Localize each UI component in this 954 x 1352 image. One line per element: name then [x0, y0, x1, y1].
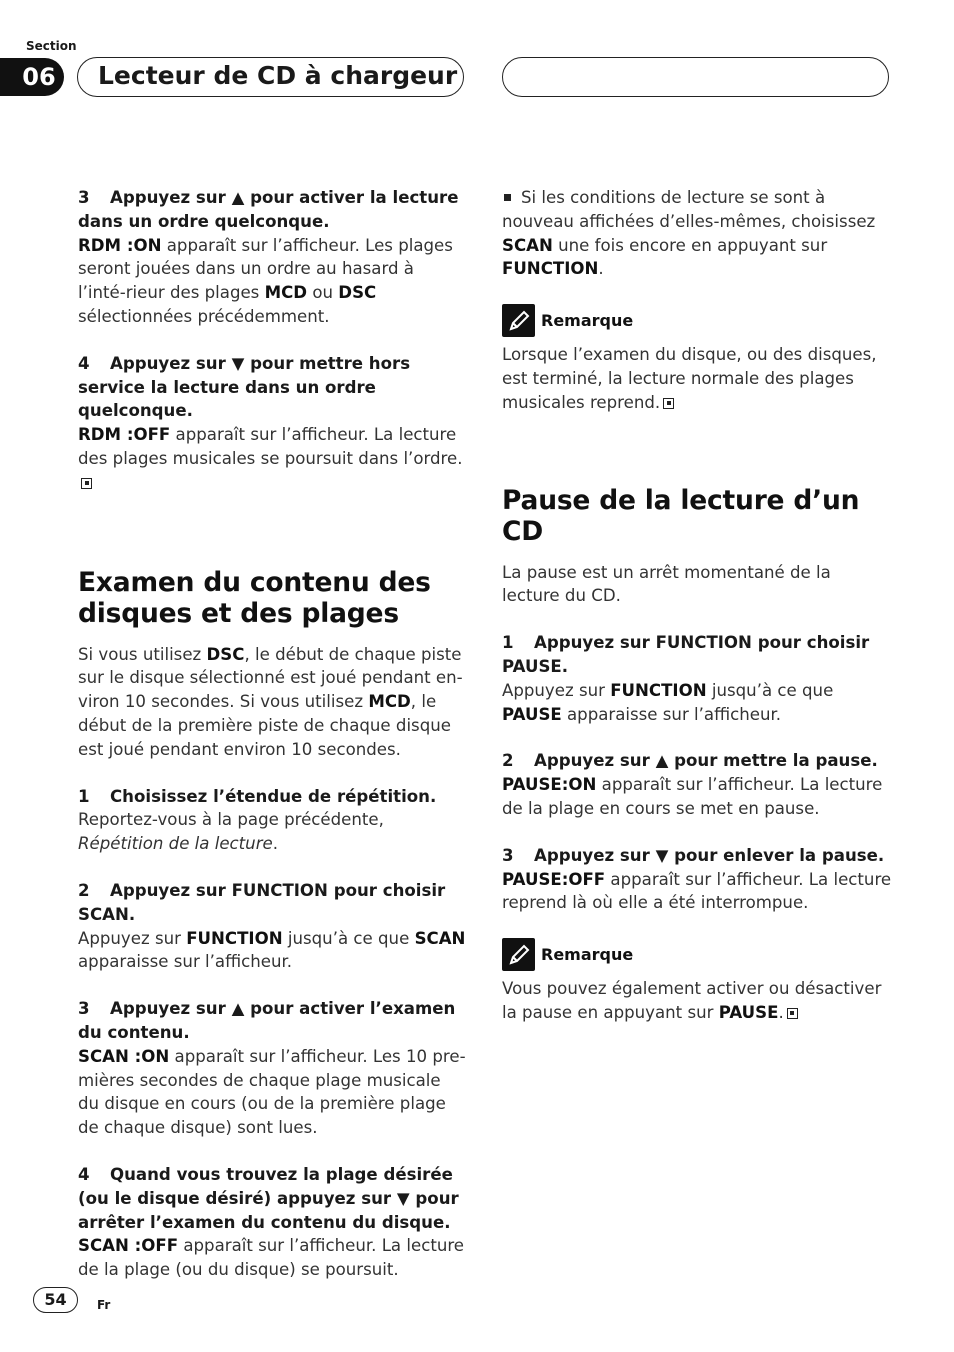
bullet-note	[502, 186, 892, 281]
random-off-step	[78, 352, 466, 495]
note-text	[502, 343, 892, 414]
body-text: Appuyez sur	[78, 928, 187, 948]
step-body	[78, 1234, 466, 1282]
step-text: Choisissez l’étendue de répétition.	[110, 786, 437, 806]
up-arrow-icon: ▲	[655, 751, 669, 771]
step-body	[78, 808, 466, 856]
body-text: apparaisse sur l’afficheur.	[561, 704, 782, 724]
end-mark-icon	[81, 478, 92, 489]
body-text: jusqu’à ce que	[282, 928, 415, 948]
pause-step-2	[502, 749, 892, 820]
scan-heading: Examen du contenu des disques et des plages	[78, 566, 431, 629]
step-number: 2	[78, 880, 90, 900]
pause-heading: Pause de la lecture d’un CD	[502, 484, 860, 547]
step-body	[502, 679, 892, 727]
pause-intro: La pause est un arrêt momentané de la lecture du CD.	[502, 562, 831, 606]
display-text: SCAN :ON	[78, 1046, 170, 1066]
step-number: 2	[502, 751, 514, 771]
scan-step-2	[78, 879, 466, 974]
step-heading	[502, 844, 892, 868]
note-header	[502, 938, 892, 971]
display-text: SCAN	[414, 928, 466, 948]
body-text: apparaît sur l’afficheur. La lecture de la plage en cours se met en pause.	[502, 775, 883, 818]
bullet-icon	[504, 194, 511, 201]
display-text: DSC	[338, 283, 377, 303]
section-title: Lecteur de CD à chargeur	[77, 57, 464, 97]
step-text: Appuyez sur FUNCTION pour choisir PAUSE.	[502, 633, 870, 676]
step-text: pour enlever la pause.	[668, 845, 885, 865]
display-text: FUNCTION	[610, 680, 707, 700]
step-body	[78, 423, 466, 494]
body-text: .	[778, 1002, 784, 1022]
scan-step-3	[78, 997, 466, 1140]
body-text: apparaît sur l’afficheur. La lecture des plages musicales se poursuit dans l’ordre.	[78, 425, 463, 468]
step-text: pour activer l’examen du contenu.	[78, 999, 456, 1042]
empty-header-pill	[502, 57, 889, 97]
step-body	[78, 1045, 466, 1140]
step-text: pour activer la lecture dans un ordre quelconque.	[78, 188, 459, 231]
end-mark-icon	[787, 1008, 798, 1019]
step-number: 3	[78, 999, 90, 1019]
display-text: FUNCTION	[502, 259, 599, 279]
body-text: jusqu’à ce que	[706, 680, 834, 700]
body-text: Vous pouvez également activer ou désactiver la pause en appuyant sur	[502, 979, 882, 1022]
step-text: Quand vous trouvez la plage désirée (ou le disque désiré) appuyez sur	[78, 1164, 453, 1208]
display-text: PAUSE:OFF	[502, 869, 606, 889]
display-text: SCAN :OFF	[78, 1236, 179, 1256]
step-number: 3	[502, 845, 514, 865]
down-arrow-icon: ▼	[231, 353, 245, 373]
body-text: Si vous utilisez	[78, 644, 207, 664]
step-number: 1	[502, 633, 514, 653]
body-text: apparaît sur l’afficheur. Les plages seront jouées dans un ordre au hasard à l’inté-rieur des plages	[78, 235, 453, 303]
body-text: Appuyez sur	[502, 680, 611, 700]
step-text: Appuyez sur FUNCTION pour choisir SCAN.	[78, 880, 446, 924]
scan-step-4	[78, 1163, 466, 1282]
body-text: .	[272, 834, 279, 854]
step-number: 4	[78, 353, 90, 373]
body-text: apparaisse sur l’afficheur.	[78, 952, 293, 972]
body-text: apparaît sur l’afficheur. La lecture reprend là où elle a été interrompue.	[502, 869, 892, 913]
step-text: Appuyez sur	[534, 845, 656, 865]
body-text: , le début de chaque piste sur le disque sélectionné est joué pendant en-viron 10 secondes. Si vous utilisez	[78, 644, 463, 712]
up-arrow-icon: ▲	[231, 188, 245, 207]
step-body	[78, 927, 466, 975]
scan-intro	[78, 643, 466, 762]
step-number: 3	[78, 188, 90, 207]
end-mark-icon	[663, 398, 674, 409]
display-text: MCD	[264, 283, 308, 303]
note-block-2	[502, 938, 892, 1025]
body-text: une fois encore en appuyant sur	[552, 235, 828, 255]
section-label: Section	[26, 39, 77, 53]
display-text: DSC	[206, 644, 245, 664]
step-heading	[502, 749, 892, 773]
up-arrow-icon: ▲	[231, 999, 245, 1019]
step-body	[502, 868, 892, 916]
step-text: Appuyez sur	[110, 188, 232, 207]
display-text: RDM :OFF	[78, 425, 171, 445]
scan-step-1	[78, 785, 466, 856]
step-text: Appuyez sur	[110, 353, 232, 373]
step-heading	[78, 785, 466, 809]
note-text	[502, 977, 892, 1025]
pause-step-1	[502, 631, 892, 726]
step-heading	[78, 1163, 466, 1234]
step-heading	[78, 352, 466, 423]
down-arrow-icon: ▼	[396, 1188, 410, 1208]
step-number: 4	[78, 1164, 90, 1184]
pencil-icon	[502, 304, 535, 337]
display-text: RDM :ON	[78, 235, 162, 255]
display-text: FUNCTION	[186, 928, 283, 948]
step-heading	[502, 631, 892, 679]
display-text: PAUSE:ON	[502, 775, 597, 795]
body-text: ou	[307, 283, 339, 303]
page-number: 54	[33, 1287, 78, 1313]
step-text: pour mettre la pause.	[668, 751, 878, 771]
step-number: 1	[78, 786, 90, 806]
step-text: Appuyez sur	[110, 999, 232, 1019]
down-arrow-icon: ▼	[655, 845, 669, 865]
step-body	[78, 234, 466, 329]
display-text: MCD	[368, 692, 411, 712]
body-text: apparaît sur l’afficheur. Les 10 pre-mières secondes de chaque plage musicale du disque en cours (ou de la première plage de chaque disque) sont lues.	[78, 1046, 466, 1138]
body-text: Reportez-vous à la page précédente,	[78, 810, 384, 830]
right-column	[502, 186, 892, 1025]
body-text: Si les conditions de lecture se sont à nouveau affichées d’elles-mêmes, choisissez	[502, 188, 876, 231]
body-text: , le début de la première piste de chaque disque est joué pendant environ 10 secondes.	[78, 692, 451, 759]
pencil-icon	[502, 938, 535, 971]
body-text: apparaît sur l’afficheur. La lecture de la plage (ou du disque) se poursuit.	[78, 1236, 465, 1280]
language-code: Fr	[97, 1298, 111, 1312]
step-text: pour mettre hors service la lecture dans un ordre quelconque.	[78, 353, 411, 421]
note-block-1	[502, 304, 892, 414]
step-heading	[78, 186, 466, 234]
step-text: Appuyez sur	[534, 751, 656, 771]
random-on-step	[78, 186, 466, 329]
section-number: 06	[0, 58, 64, 96]
body-text: .	[598, 259, 604, 279]
note-header	[502, 304, 892, 337]
step-text: pour arrêter l’examen du contenu du disque.	[78, 1188, 459, 1232]
note-label: Remarque	[541, 944, 634, 964]
step-heading	[78, 879, 466, 927]
display-text: SCAN	[502, 235, 553, 255]
left-column	[78, 186, 466, 1282]
reference-text: Répétition de la lecture	[78, 834, 273, 854]
display-text: PAUSE	[718, 1002, 779, 1022]
step-body	[502, 773, 892, 821]
body-text: sélectionnées précédemment.	[78, 306, 330, 326]
body-text: Lorsque l’examen du disque, ou des disques, est terminé, la lecture normale des plages musicales reprend.	[502, 345, 877, 412]
display-text: PAUSE	[502, 704, 562, 724]
pause-step-3	[502, 844, 892, 915]
note-label: Remarque	[541, 310, 634, 330]
step-heading	[78, 997, 466, 1045]
